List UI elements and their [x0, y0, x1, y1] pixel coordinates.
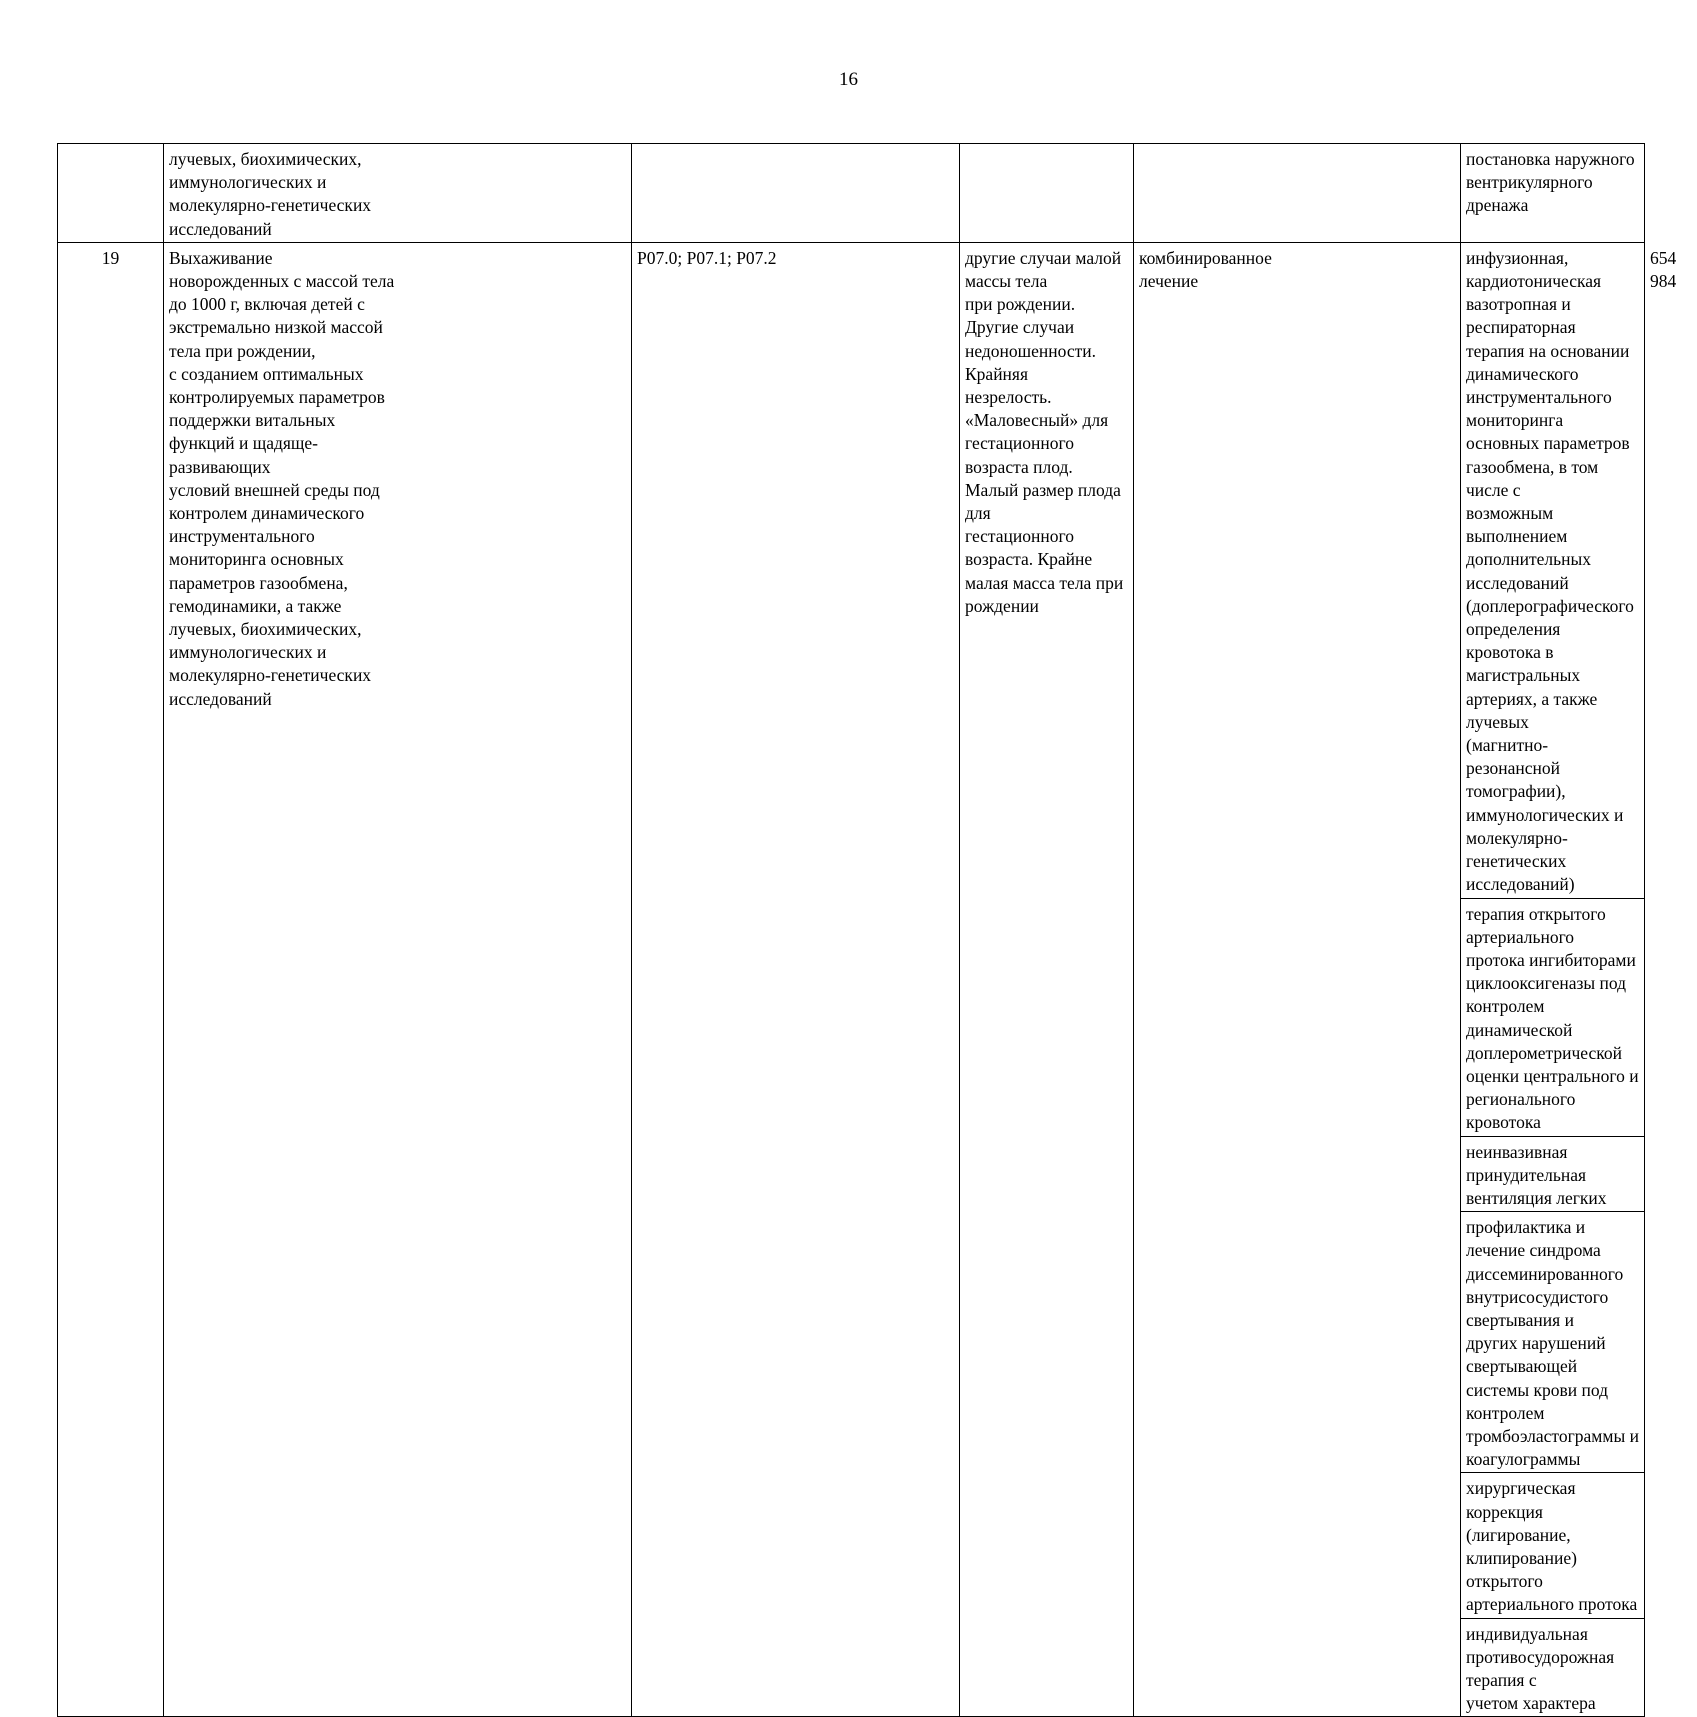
patient-model-cell: [960, 144, 1134, 243]
row-number-cell: [58, 242, 164, 1717]
treatment-method-cell: [1461, 1136, 1645, 1212]
patient-model-cell: [960, 242, 1134, 1717]
care-name-text: Выхаживание новорожденных с массой тела до 1000 г, включая детей с экстремально низкой массой тела при рождении, с созданием оптимальных контролируемых параметров поддержки витальных функций и щадяще- развивающих условий внешней среды под контролем динамического инструментального мониторинга основных параметров газообмена, гемодинамики, а также лучевых, биохимических, иммунологических и молекулярно-генетических исследований: [169, 247, 395, 709]
medical-care-table: [57, 143, 1677, 1717]
treatment-type-text: комбинированное лечение: [1139, 247, 1272, 292]
icd-codes: P07.0; P07.1; P07.2: [637, 247, 777, 268]
treatment-method-text: терапия открытого артериального протока ингибиторами циклооксигеназы под контролем динамической доплерометрической оценки центрального и регионального кровотока: [1466, 903, 1639, 1133]
codes-cell: [632, 242, 960, 1717]
treatment-method-text: постановка наружного вентрикулярного дренажа: [1466, 149, 1635, 216]
treatment-method-text: инфузионная, кардиотоническая вазотропная и респираторная терапия на основании динамического инструментального мониторинга основных параметров газообмена, в том числе с возможным выполнением дополнительных исследований (доплерографического определения кровотока в магистральных артериях, а также лучевых (магнитно-резонансной томографии), иммунологических и молекулярно-генетических исследований): [1466, 247, 1634, 895]
row-number: 19: [101, 247, 120, 268]
care-name-cell: [164, 144, 632, 243]
treatment-type-cell: [1134, 242, 1461, 1717]
page-number: 16: [839, 69, 858, 90]
codes-cell: [632, 144, 960, 243]
treatment-method-text: неинвазивная принудительная вентиляция легких: [1466, 1141, 1607, 1208]
treatment-method-cell: [1461, 1618, 1645, 1717]
treatment-type-cell: [1134, 144, 1461, 243]
cost-value: 654 984: [1650, 247, 1677, 292]
table-row-continuation: [58, 144, 1645, 243]
care-name-cell: [164, 242, 632, 1717]
treatment-method-cell: [1461, 898, 1645, 1136]
treatment-method-cell: [1461, 1212, 1645, 1473]
treatment-method-cell: [1461, 1473, 1645, 1618]
treatment-method-cell: [1461, 242, 1645, 898]
patient-model-text: другие случаи малой массы тела при рождении. Другие случаи недоношенности. Крайняя незрелость. «Маловесный» для гестационного возраста плод. Малый размер плода для гестационного возраста. Крайне малая масса тела при рождении: [965, 247, 1124, 616]
treatment-method-text: индивидуальная противосудорожная терапия с учетом характера: [1466, 1623, 1615, 1714]
treatment-method-text: профилактика и лечение синдрома диссеминированного внутрисосудистого свертывания и других нарушений свертывающей системы крови под контролем тромбоэластограммы и коагулограммы: [1466, 1217, 1639, 1470]
row-number-cell: [58, 144, 164, 243]
treatment-method-text: хирургическая коррекция (лигирование, клипирование) открытого артериального протока: [1466, 1478, 1638, 1615]
care-name-text: лучевых, биохимических, иммунологических и молекулярно-генетических исследований: [169, 149, 372, 239]
table-row-19: [58, 242, 1645, 898]
treatment-method-cell: [1461, 144, 1645, 243]
